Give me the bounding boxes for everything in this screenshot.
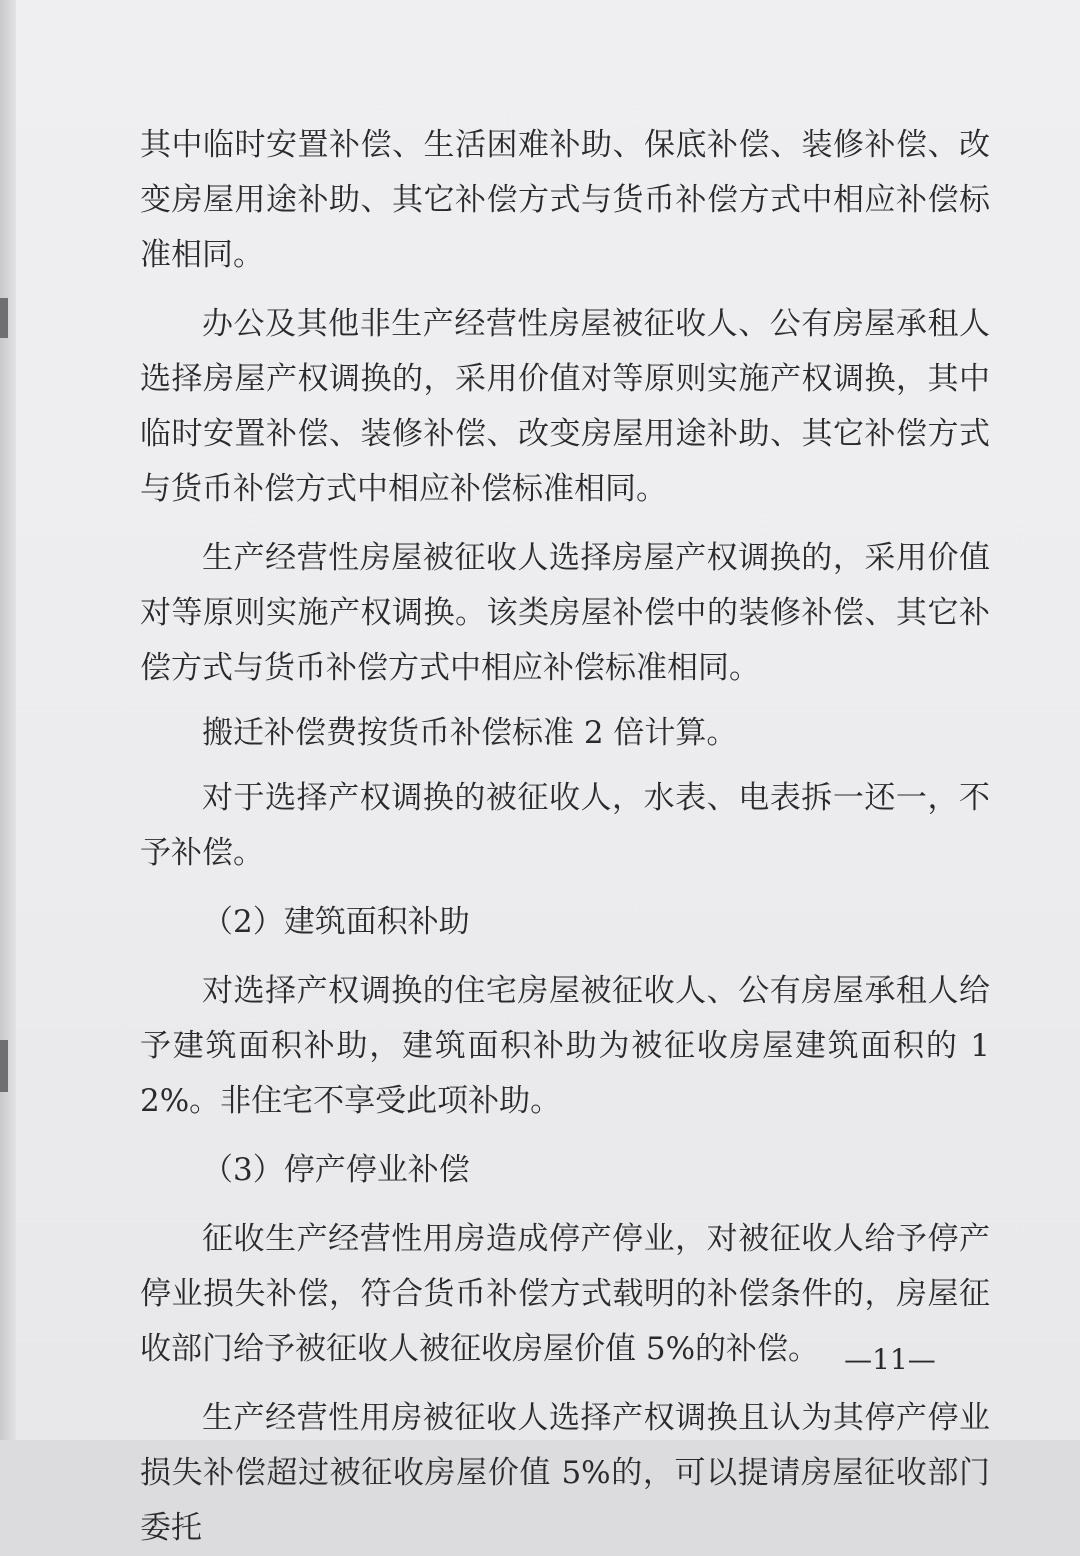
page-number: —11— — [844, 1343, 936, 1376]
paragraph-continuation: 其中临时安置补偿、生活困难补助、保底补偿、装修补偿、改变房屋用途补助、其它补偿方式与货币补偿方式中相应补偿标准相同。 — [140, 127, 990, 273]
edge-mark — [0, 298, 8, 338]
paragraph-suspension-exchange: 生产经营性用房被征收人选择产权调换且认为其停产停业损失补偿超过被征收房屋价值 5%的，可以提请房屋征收部门委托 — [140, 1400, 990, 1546]
document-body — [140, 118, 990, 1556]
paragraph-meters: 对于选择产权调换的被征收人，水表、电表拆一还一，不予补偿。 — [140, 780, 990, 871]
paragraph-office-housing: 办公及其他非生产经营性房屋被征收人、公有房屋承租人选择房屋产权调换的，采用价值对等原则实施产权调换，其中临时安置补偿、装修补偿、改变房屋用途补助、其它补偿方式与货币补偿方式中相应补偿标准相同。 — [140, 306, 990, 507]
paragraph-moving-compensation: 搬迁补偿费按货币补偿标准 2 倍计算。 — [202, 715, 738, 751]
paragraph-area-subsidy: 对选择产权调换的住宅房屋被征收人、公有房屋承租人给予建筑面积补助，建筑面积补助为被征收房屋建筑面积的 12%。非住宅不享受此项补助。 — [140, 973, 990, 1119]
paragraph-business-housing: 生产经营性房屋被征收人选择房屋产权调换的，采用价值对等原则实施产权调换。该类房屋补偿中的装修补偿、其它补偿方式与货币补偿方式中相应补偿标准相同。 — [140, 540, 990, 686]
edge-mark — [0, 1040, 8, 1092]
binding-shadow — [0, 0, 16, 1440]
section-heading-area-subsidy: （2）建筑面积补助 — [202, 904, 470, 940]
section-heading-suspension: （3）停产停业补偿 — [202, 1152, 470, 1188]
paragraph-suspension: 征收生产经营性用房造成停产停业，对被征收人给予停产停业损失补偿，符合货币补偿方式载明的补偿条件的，房屋征收部门给予被征收人被征收房屋价值 5%的补偿。 — [140, 1221, 990, 1367]
